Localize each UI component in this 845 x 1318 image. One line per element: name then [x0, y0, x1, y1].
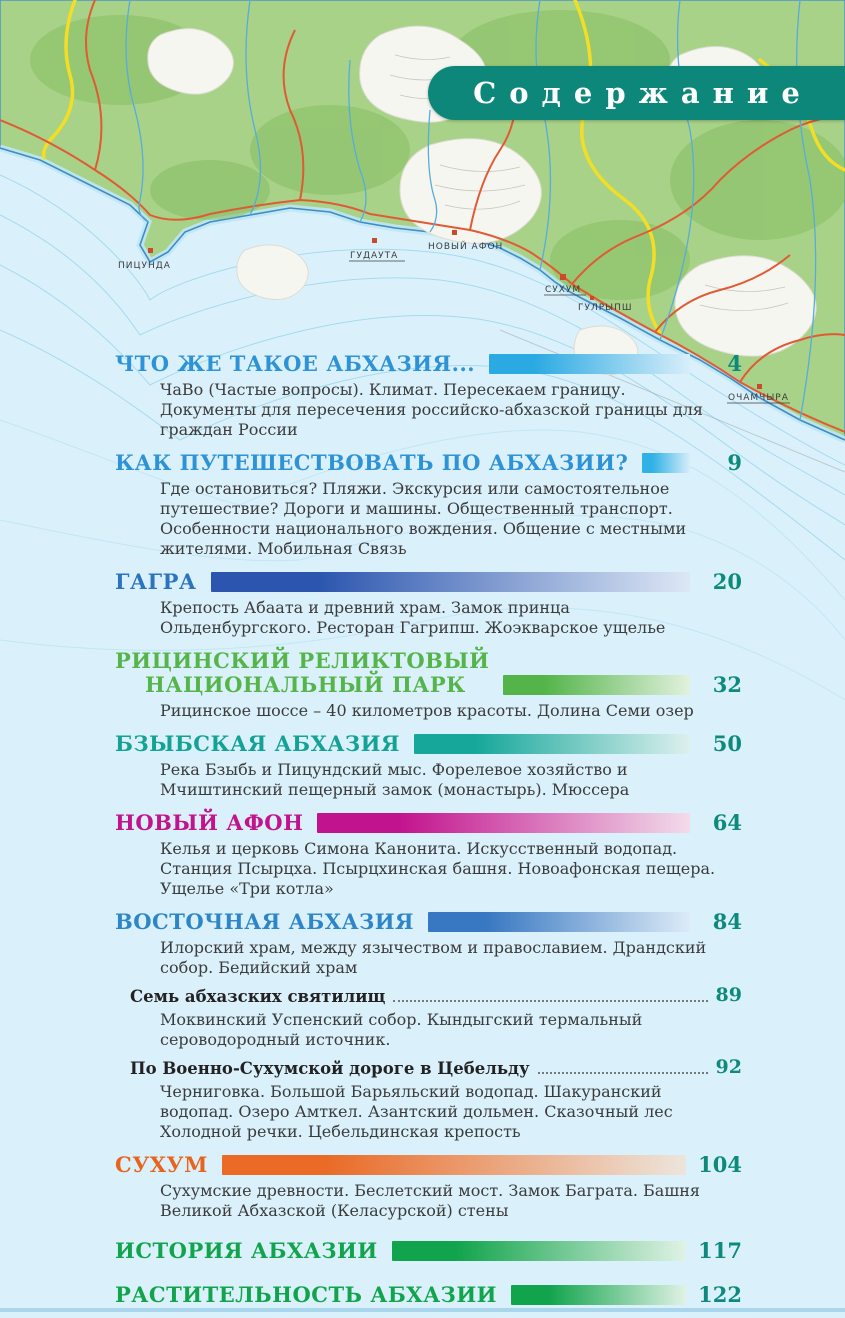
toc-page-number[interactable]: 104 [698, 1152, 742, 1177]
toc-entry-description: Крепость Абаата и древний храм. Замок принца Ольденбургского. Ресторан Гагрипш. Жоэкварское ущелье [160, 598, 666, 637]
toc-entry [115, 732, 742, 800]
gradient-bar [489, 354, 690, 374]
map-label-pitsunda: ПИЦУНДА [118, 261, 171, 271]
page-bottom-strip [0, 1308, 845, 1312]
toc-page-number[interactable]: 64 [712, 810, 742, 835]
map-label-novy-afon: НОВЫЙ АФОН [428, 242, 504, 252]
toc-sub-entry-description: Черниговка. Большой Барьяльский водопад. Шакуранский водопад. Озеро Амткел. Азантский дольмен. Сказочный лес Холодной речки. Цебельдинская крепость [160, 1082, 673, 1141]
toc-entry [115, 811, 742, 899]
toc-page-number[interactable]: 4 [727, 351, 742, 376]
contents-banner [428, 66, 845, 120]
toc-entry-title[interactable]: ЧТО ЖЕ ТАКОЕ АБХАЗИЯ... [115, 351, 476, 376]
dotted-leader [538, 1071, 708, 1074]
toc-entry [115, 352, 742, 440]
gradient-bar [414, 734, 690, 754]
toc-sub-entry-description: Моквинский Успенский собор. Кындыгский термальный сероводородный источник. [160, 1010, 643, 1049]
toc-entry [115, 451, 742, 559]
map-label-sukhum: СУХУМ [545, 285, 582, 295]
toc-sub-entry-label[interactable]: Семь абхазских святилищ [130, 987, 386, 1006]
map-label-gulrypsh: ГУЛРЫПШ [578, 303, 633, 313]
gradient-bar [642, 453, 690, 473]
toc-entry-title[interactable]: БЗЫБСКАЯ АБХАЗИЯ [115, 731, 400, 756]
gradient-bar [511, 1285, 686, 1305]
toc-entry-title[interactable]: ГАГРА [115, 569, 197, 594]
toc-entry-title[interactable]: НОВЫЙ АФОН [115, 810, 304, 835]
gradient-bar [211, 572, 691, 592]
toc-entry [115, 1153, 742, 1221]
toc-entry-description: Где остановиться? Пляжи. Экскурсия или самостоятельное путешествие? Дороги и машины. Общественный транспорт. Особенности национального вождения. Общение с местными жителями. Мобильная Связь [160, 479, 687, 558]
toc-sub-entry-label[interactable]: По Военно-Сухумской дороге в Цебельду [130, 1059, 530, 1078]
toc-entry-title[interactable]: ВОСТОЧНАЯ АБХАЗИЯ [115, 909, 415, 934]
toc-sub-entry [130, 984, 742, 1006]
toc-page-number[interactable]: 50 [712, 731, 742, 756]
gradient-bar [428, 912, 690, 932]
toc-entry-title-line1: РИЦИНСКИЙ РЕЛИКТОВЫЙ [115, 648, 490, 673]
toc-entry-title[interactable]: СУХУМ [115, 1152, 208, 1177]
toc-entry [115, 1239, 742, 1263]
map-label-gudauta: ГУДАУТА [350, 251, 399, 261]
toc-entry-title[interactable] [115, 649, 489, 697]
toc-entry [115, 1283, 742, 1307]
toc-page-number[interactable]: 32 [712, 672, 742, 697]
toc-page-number[interactable]: 20 [712, 569, 742, 594]
toc-entry-title-line2: НАЦИОНАЛЬНЫЙ ПАРК [145, 672, 466, 697]
toc-entry-description: Илорский храм, между язычеством и православием. Драндский собор. Бедийский храм [160, 938, 707, 977]
gradient-bar [317, 813, 690, 833]
toc-page-number[interactable]: 9 [727, 450, 742, 475]
toc-sub-page-number[interactable]: 92 [715, 1056, 742, 1078]
toc-entry [115, 910, 742, 1142]
toc-entry-description: Рицинское шоссе – 40 километров красоты. Долина Семи озер [160, 701, 694, 720]
gradient-bar [222, 1155, 686, 1175]
table-of-contents [115, 352, 742, 1318]
toc-entry-description: ЧаВо (Частые вопросы). Климат. Пересекаем границу. Документы для пересечения российско-абхазской границы для граждан России [160, 380, 703, 439]
toc-entry-title[interactable]: ИСТОРИЯ АБХАЗИИ [115, 1238, 378, 1263]
contents-banner-title: Содержание [473, 76, 813, 110]
gradient-bar [392, 1241, 686, 1261]
toc-entry-title[interactable]: КАК ПУТЕШЕСТВОВАТЬ ПО АБХАЗИИ? [115, 450, 629, 475]
toc-entry-description: Сухумские древности. Беслетский мост. Замок Баграта. Башня Великой Абхазской (Келасурской) стены [160, 1181, 700, 1220]
toc-entry [115, 570, 742, 638]
toc-entry-title[interactable]: РАСТИТЕЛЬНОСТЬ АБХАЗИИ [115, 1282, 497, 1307]
toc-sub-page-number[interactable]: 89 [715, 984, 742, 1006]
toc-page-number[interactable]: 84 [712, 909, 742, 934]
gradient-bar [503, 675, 690, 695]
toc-entry-description: Река Бзыбь и Пицундский мыс. Форелевое хозяйство и Мчиштинский пещерный замок (монастырь). Мюссера [160, 760, 630, 799]
toc-page-number[interactable]: 122 [698, 1282, 742, 1307]
toc-sub-entry [130, 1056, 742, 1078]
map-label-ochamchyra: ОЧАМЧЫРА [728, 393, 789, 403]
toc-entry [115, 649, 742, 721]
toc-entry-description: Келья и церковь Симона Канонита. Искусственный водопад. Станция Псырцха. Псырцхинская башня. Новоафонская пещера. Ущелье «Три котла» [160, 839, 716, 898]
toc-page-number[interactable]: 117 [698, 1238, 742, 1263]
dotted-leader [393, 999, 707, 1002]
